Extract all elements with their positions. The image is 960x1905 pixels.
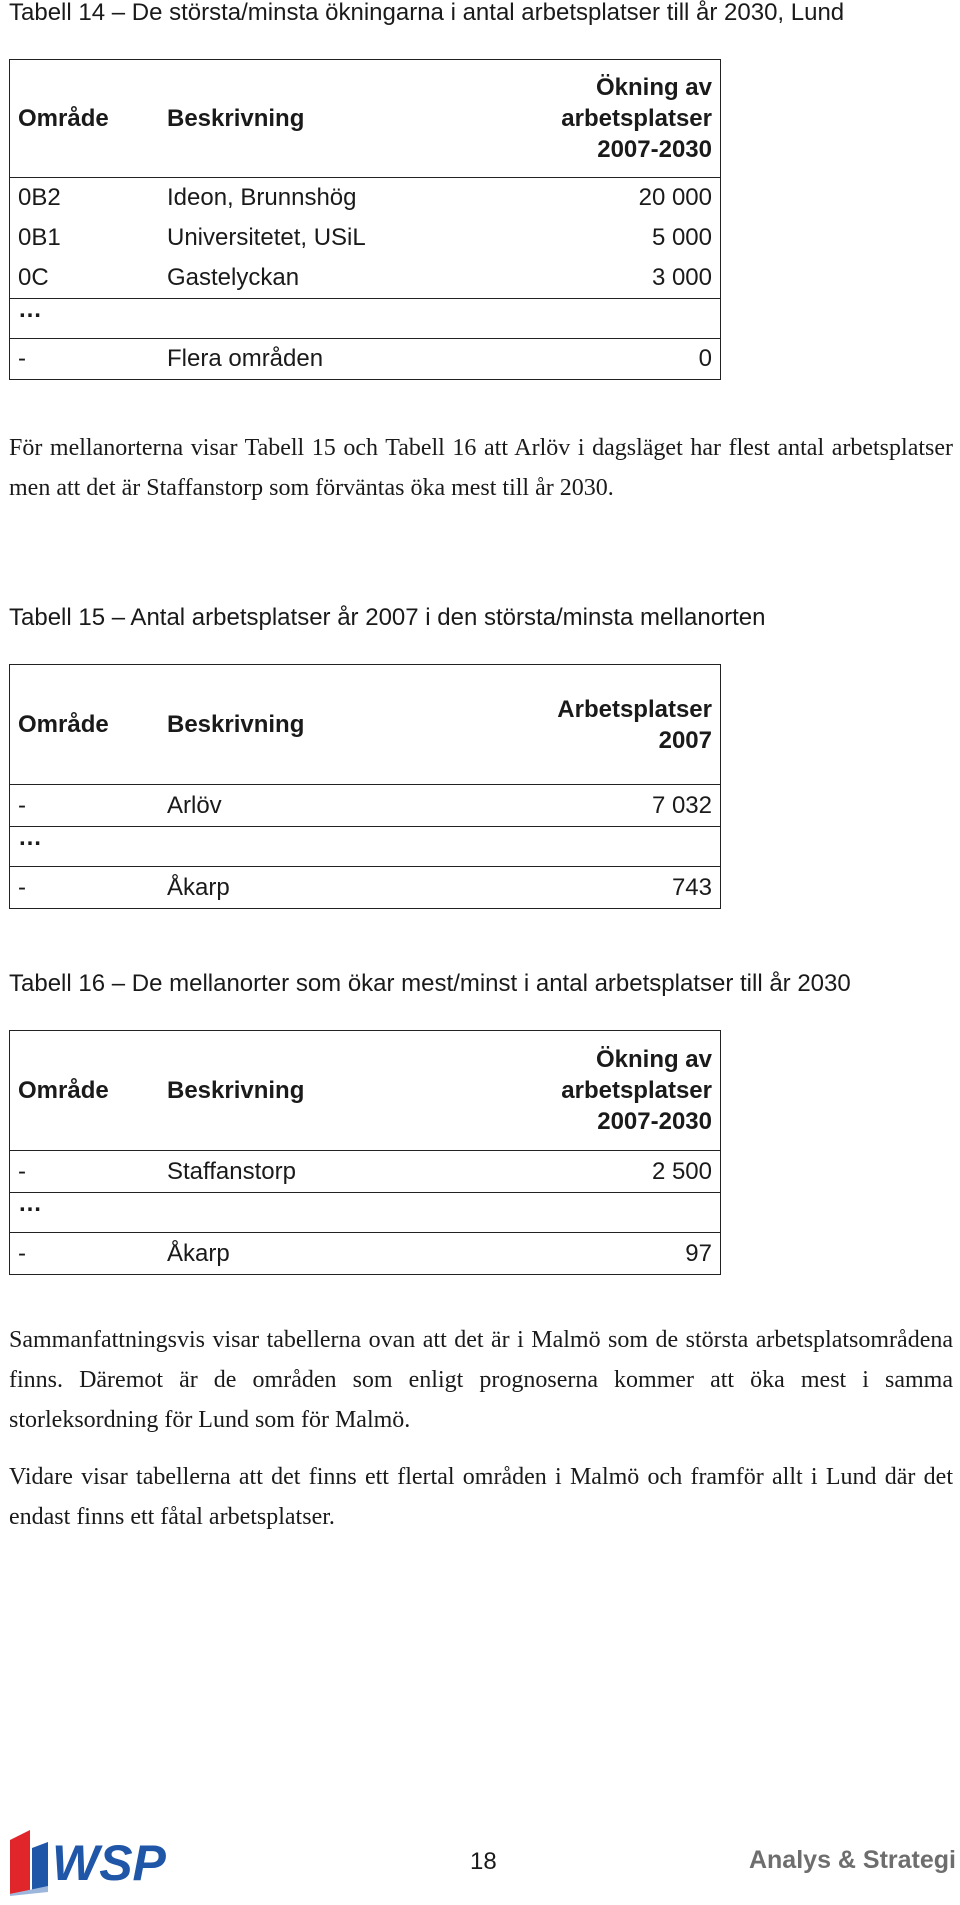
cell-description: Flera områden — [159, 339, 495, 380]
cell-area: - — [10, 1233, 160, 1275]
table-row — [10, 1151, 721, 1193]
header-description: Beskrivning — [159, 1031, 495, 1151]
cell-value: 20 000 — [495, 178, 721, 219]
cell-area: 0C — [10, 258, 160, 299]
header-increase-text: Ökning av arbetsplatser 2007-2030 — [561, 1046, 712, 1135]
logo-red-mark — [10, 1830, 30, 1894]
cell-value: 3 000 — [495, 258, 721, 299]
table-header-row — [10, 60, 721, 178]
ellipsis-cell: … — [10, 299, 160, 339]
table-16-caption: Tabell 16 – De mellanorter som ökar mest/minst i antal arbetsplatser till år 2030 — [9, 970, 851, 997]
header-area: Område — [10, 1031, 160, 1151]
header-area: Område — [10, 665, 160, 785]
table-header-row — [10, 1031, 721, 1151]
cell-description: Åkarp — [159, 1233, 495, 1275]
ellipsis-cell: … — [10, 1193, 160, 1233]
header-workplaces-text: Arbetsplatser 2007 — [557, 695, 712, 754]
table-row — [10, 258, 721, 299]
table-16 — [9, 1030, 721, 1275]
table-row — [10, 178, 721, 219]
cell-area: 0B1 — [10, 218, 160, 258]
cell-area: 0B2 — [10, 178, 160, 219]
table-row — [10, 867, 721, 909]
table-row — [10, 1233, 721, 1275]
header-increase — [495, 60, 721, 178]
cell-description: Åkarp — [159, 867, 495, 909]
header-area: Område — [10, 60, 160, 178]
paragraph-further: Vidare visar tabellerna att det finns ett flertal områden i Malmö och framför allt i Lund där det endast finns ett fåtal arbetsplatser. — [9, 1464, 953, 1530]
table-row — [10, 339, 721, 380]
table-header-row — [10, 665, 721, 785]
cell-value: 743 — [495, 867, 721, 909]
cell-description: Universitetet, USiL — [167, 224, 366, 251]
table-14 — [9, 59, 721, 380]
table-15-caption: Tabell 15 – Antal arbetsplatser år 2007 i den största/minsta mellanorten — [9, 604, 766, 631]
logo-wordmark: WSP — [52, 1835, 166, 1891]
cell-area: - — [10, 1151, 160, 1193]
header-increase — [495, 1031, 721, 1151]
logo-blue-mark — [32, 1842, 48, 1890]
header-increase-text: Ökning av arbetsplatser 2007-2030 — [561, 74, 712, 163]
table-row — [10, 785, 721, 827]
wsp-logo — [8, 1828, 198, 1896]
cell-value: 0 — [495, 339, 721, 380]
ellipsis-row — [10, 1193, 721, 1233]
cell-description: Arlöv — [167, 791, 222, 819]
footer-section-title: Analys & Strategi — [748, 1846, 956, 1874]
cell-description: Staffanstorp — [167, 1157, 296, 1185]
ellipsis-row — [10, 827, 721, 867]
cell-value: 7 032 — [495, 785, 721, 827]
paragraph-mellanorter: För mellanorterna visar Tabell 15 och Tabell 16 att Arlöv i dagsläget har flest antal arbetsplatser men att det är Staffanstorp som förväntas öka mest till år 2030. — [9, 435, 953, 501]
header-workplaces — [495, 665, 721, 785]
cell-value: 5 000 — [495, 218, 721, 258]
cell-area: - — [10, 339, 160, 380]
cell-description: Ideon, Brunnshög — [167, 184, 357, 211]
cell-value: 2 500 — [495, 1151, 721, 1193]
ellipsis-cell: … — [10, 827, 160, 867]
cell-value: 97 — [495, 1233, 721, 1275]
table-14-caption: Tabell 14 – De största/minsta ökningarna i antal arbetsplatser till år 2030, Lund — [9, 0, 845, 26]
cell-area: - — [10, 785, 160, 827]
ellipsis-row — [10, 299, 721, 339]
table-15 — [9, 664, 721, 909]
header-description: Beskrivning — [159, 60, 495, 178]
cell-area: - — [10, 867, 160, 909]
cell-description: Gastelyckan — [167, 264, 300, 291]
table-row — [10, 218, 721, 258]
page-number: 18 — [470, 1848, 497, 1875]
paragraph-summary: Sammanfattningsvis visar tabellerna ovan att det är i Malmö som de största arbetsplatsområdena finns. Däremot är de områden som enligt prognoserna kommer att öka mest i samma storleksordning för Lund som för Malmö. — [9, 1327, 953, 1433]
header-description: Beskrivning — [159, 665, 495, 785]
